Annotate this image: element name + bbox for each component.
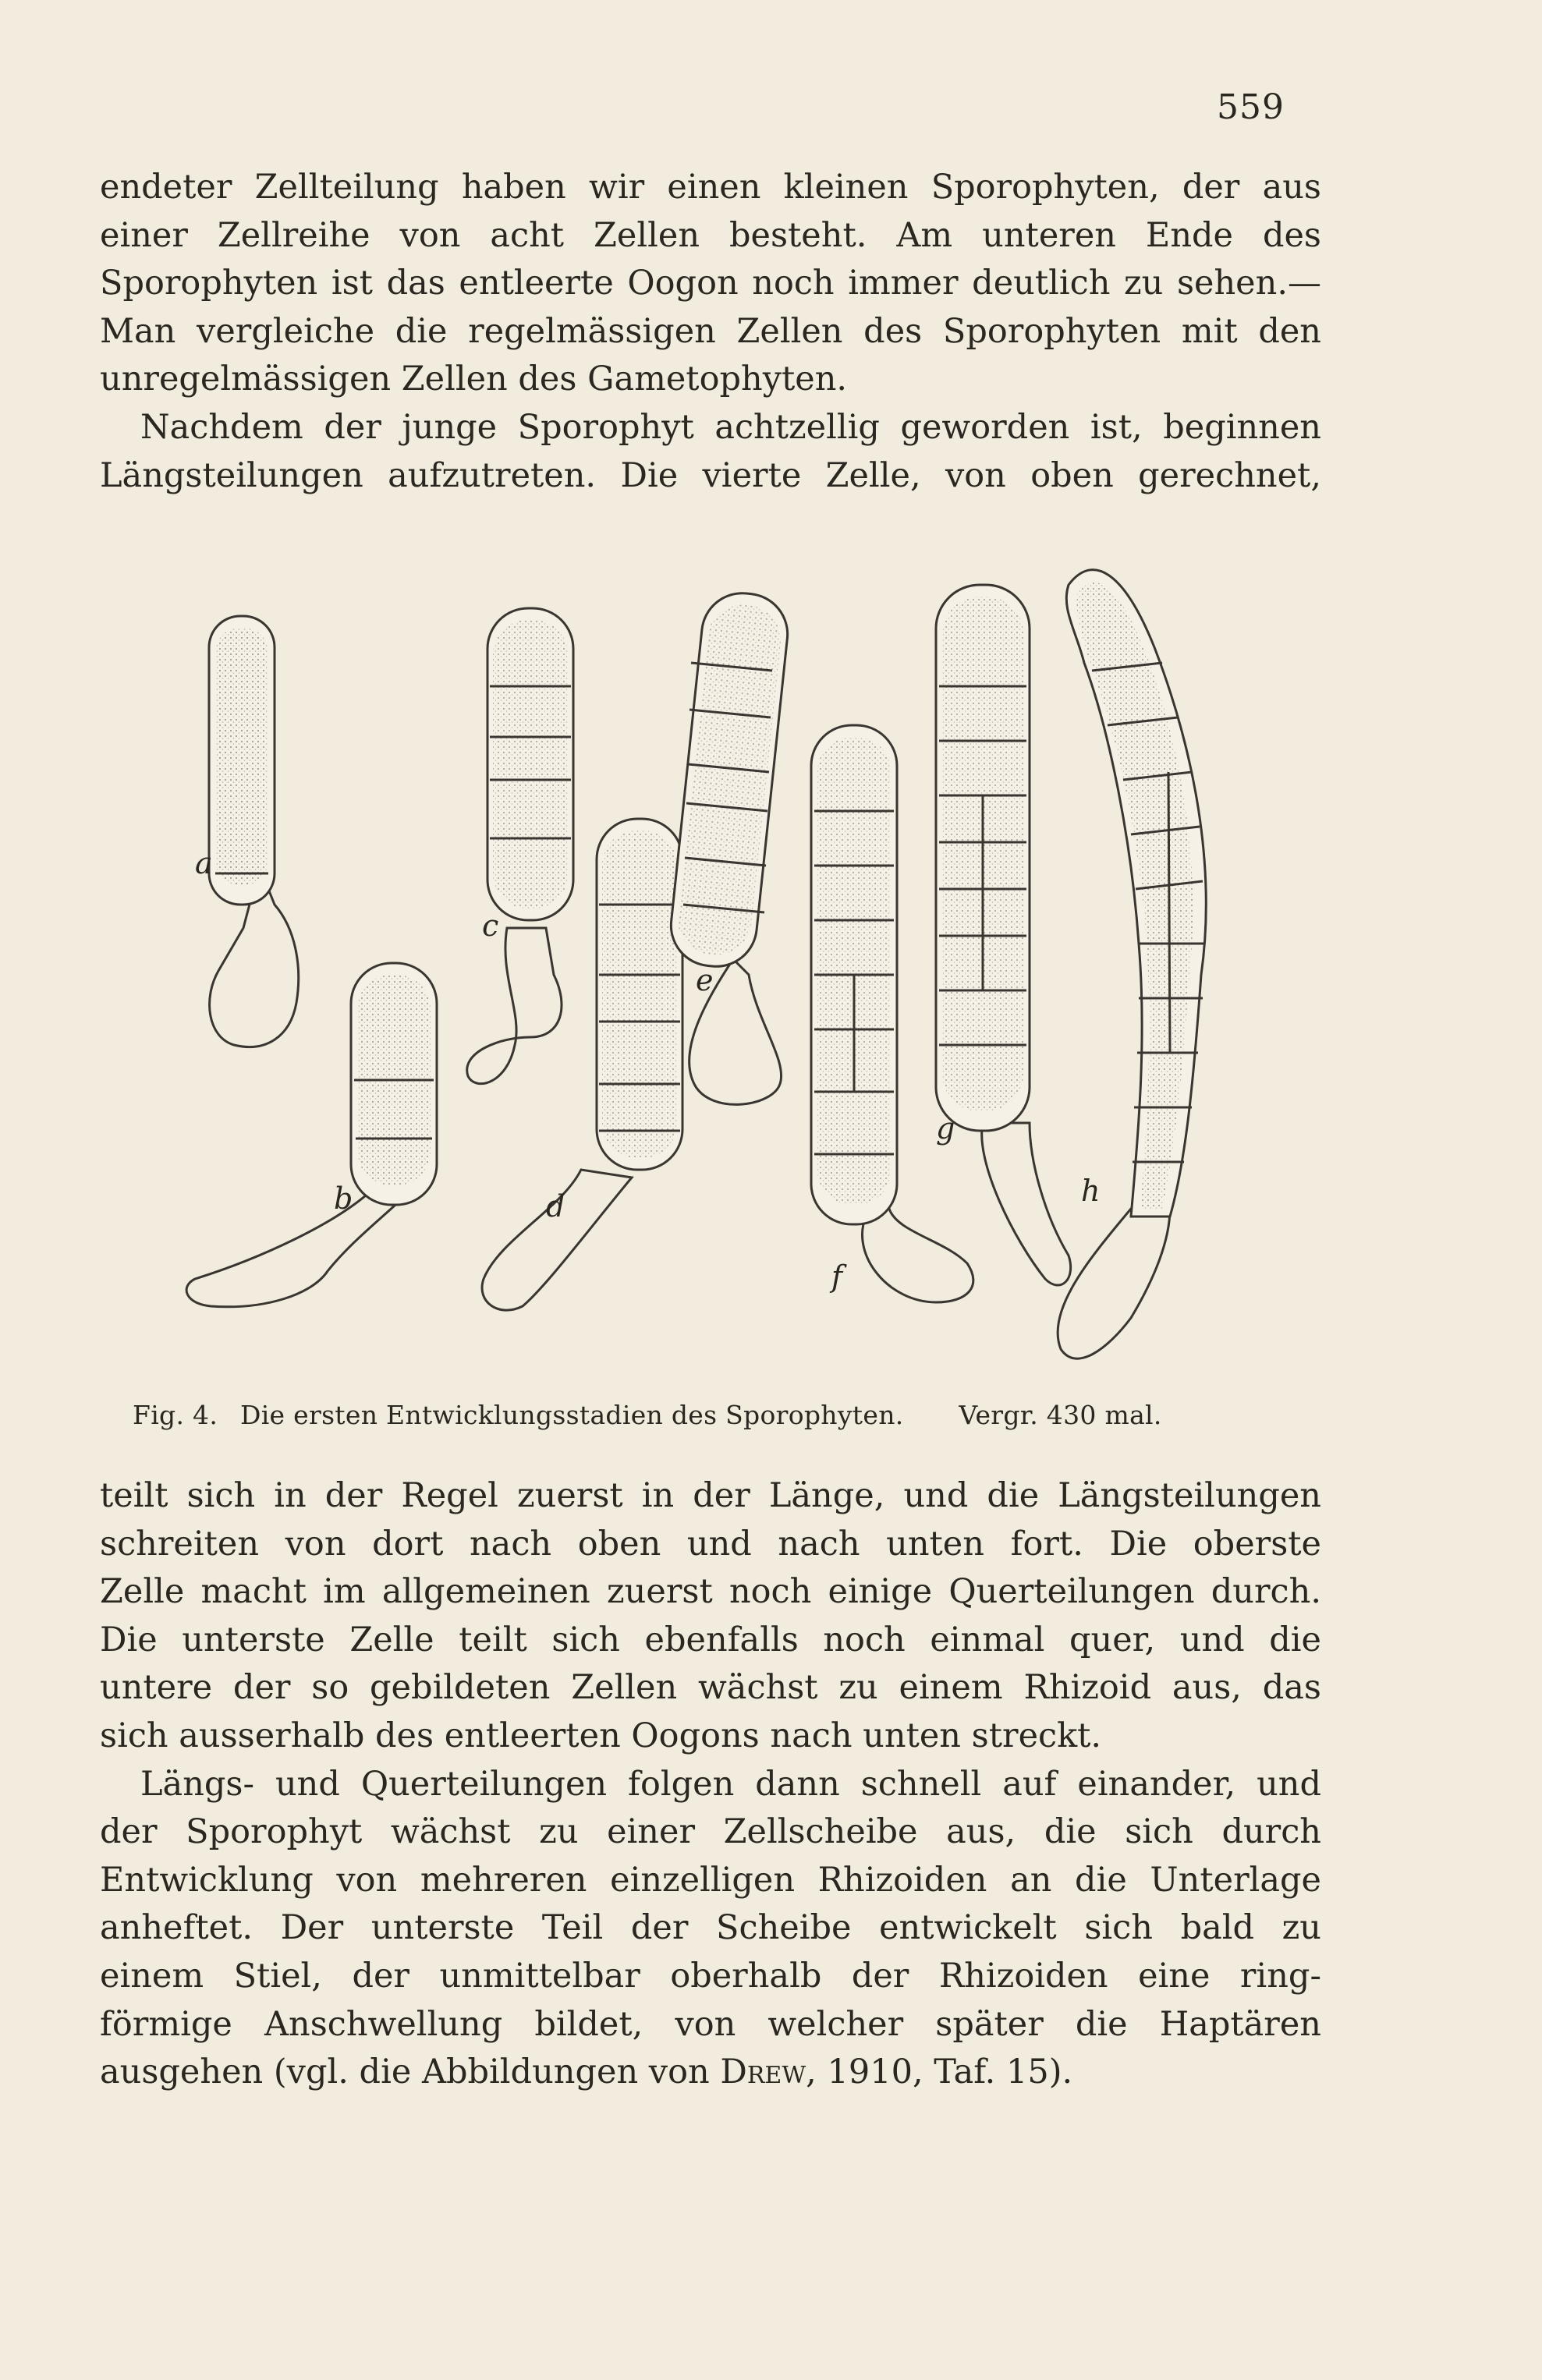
paragraph-1 [100, 164, 1321, 404]
figure-caption [133, 1400, 1303, 1430]
text-block-top [100, 164, 1321, 500]
figure-letter: a [195, 846, 213, 880]
figure-letter: d [546, 1189, 565, 1224]
figure-letter: c [482, 908, 499, 943]
paragraph-4 [100, 1761, 1321, 2097]
specimen-b [186, 963, 437, 1307]
figure-letter: f [831, 1259, 843, 1294]
figure-letter: e [696, 963, 714, 997]
figure-label: Fig. 4. [133, 1400, 218, 1430]
paragraph-2 [100, 404, 1321, 500]
text-line: Längs- und Querteilungen folgen dann schnell auf einander, und [140, 1764, 1321, 1804]
specimen-h [1058, 570, 1206, 1359]
text-line: der Sporophyt wächst zu einer Zellscheibe aus, die sich durch [100, 1812, 1321, 1852]
page-number: 559 [1217, 87, 1285, 127]
specimen-g [936, 585, 1071, 1285]
specimen-c [467, 608, 573, 1084]
text-line: teilt sich in der Regel zuerst in der Länge, und die Längsteilungen [100, 1476, 1321, 1515]
figure-letter: h [1081, 1174, 1101, 1208]
text-fragment: , 1910, Taf. 15). [806, 2052, 1073, 2092]
figure-letter: b [334, 1181, 353, 1216]
text-line: anheftet. Der unterste Teil der Scheibe entwickelt sich bald zu [100, 1908, 1321, 1948]
text-line: Sporophyten ist das entleerte Oogon noch immer deutlich zu sehen.— [100, 264, 1321, 303]
text-line: schreiten von dort nach oben und nach unten fort. Die oberste [100, 1524, 1321, 1564]
specimen-a [209, 616, 299, 1047]
text-line-last [100, 2049, 1321, 2097]
text-line: einer Zellreihe von acht Zellen besteht. Am unteren Ende des [100, 215, 1321, 255]
caption-text: Die ersten Entwicklungsstadien des Sporophyten. [239, 1400, 904, 1430]
text-line: förmige Anschwellung bildet, von welcher später die Haptären [100, 2004, 1321, 2044]
text-line: Man vergleiche die regelmässigen Zellen des Sporophyten mit den [100, 311, 1321, 351]
text-line: Die unterste Zelle teilt sich ebenfalls noch einmal quer, und die [100, 1620, 1321, 1659]
text-line: unregelmässigen Zellen des Gametophyten. [100, 359, 848, 399]
figure-letter: g [936, 1111, 955, 1146]
text-line: Nachdem der junge Sporophyt achtzellig geworden ist, beginnen [140, 407, 1321, 447]
text-line: endeter Zellteilung haben wir einen kleinen Sporophyten, der aus [100, 168, 1321, 207]
magnification-text: Vergr. 430 mal. [959, 1400, 1162, 1430]
specimen-e [667, 590, 792, 1105]
text-line: Entwicklung von mehreren einzelligen Rhizoiden an die Unterlage [100, 1860, 1321, 1900]
figure-illustration [0, 538, 1542, 1388]
text-fragment: ausgehen (vgl. die Abbildungen von [100, 2052, 721, 2092]
author-name: Drew [720, 2052, 806, 2092]
text-line: untere der so gebildeten Zellen wächst zu einem Rhizoid aus, das [100, 1668, 1321, 1708]
text-line: einem Stiel, der unmittelbar oberhalb der Rhizoiden eine ring- [100, 1956, 1321, 1996]
figure-sporophyte-stages [0, 538, 1542, 1388]
text-block-bottom [100, 1472, 1321, 2097]
text-line: Zelle macht im allgemeinen zuerst noch einige Querteilungen durch. [100, 1572, 1321, 1612]
text-line: sich ausserhalb des entleerten Oogons nach unten streckt. [100, 1716, 1102, 1755]
text-line: Längsteilungen aufzutreten. Die vierte Zelle, von oben gerechnet, [100, 455, 1321, 495]
paragraph-3 [100, 1472, 1321, 1761]
